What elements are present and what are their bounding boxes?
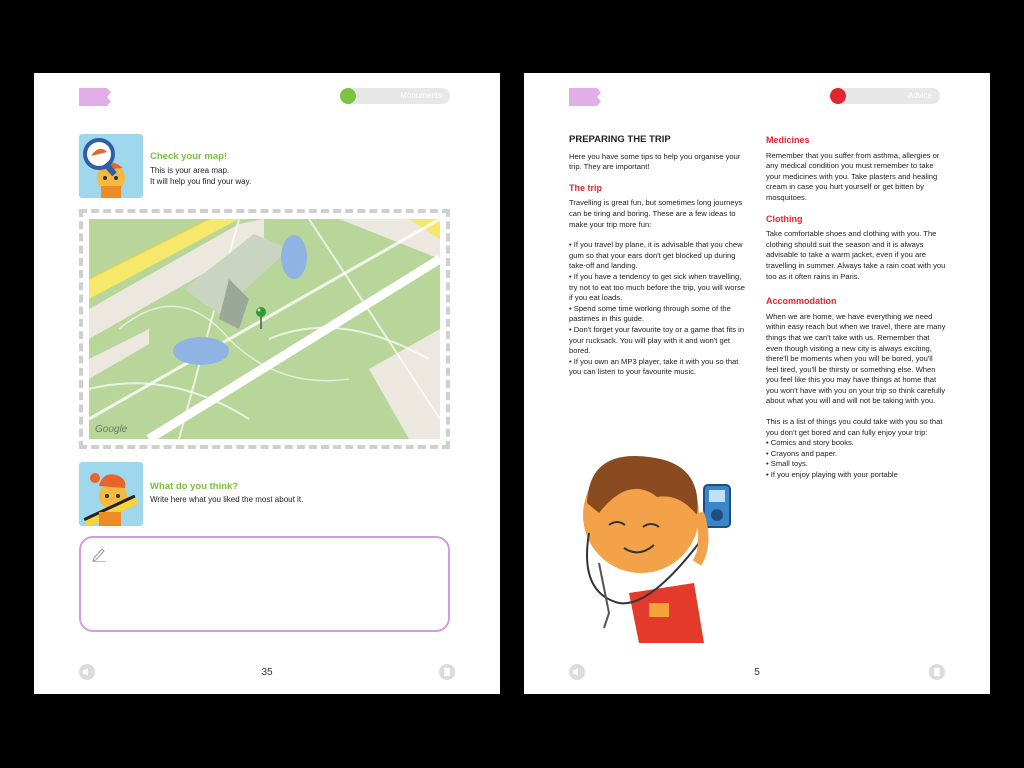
home-icon[interactable]	[439, 664, 455, 680]
trip-intro: Travelling is great fun, but sometimes long journeys can be tiring and boring. These are a few ideas to make your trip more fun:	[569, 198, 743, 229]
area-map[interactable]	[89, 219, 440, 439]
list-item: • Don't forget your favourite toy or a game that fits in your rucksack. You will play with it and won't get bored.	[569, 324, 745, 356]
section-color-dot	[830, 88, 846, 104]
section-color-dot	[340, 88, 356, 104]
list-item: • If you travel by plane, it is advisable that you chew gum so that your ears don't get blocked up during take-off and landing.	[569, 240, 743, 271]
list-item: • If you enjoy playing with your portable	[766, 470, 898, 480]
kid-magnifier-avatar	[79, 134, 143, 198]
preparing-title: PREPARING THE TRIP	[569, 134, 671, 145]
kid-pencil-avatar	[79, 462, 143, 526]
map-frame	[79, 209, 450, 449]
list-item: • Spend some time working through some of the pastimes in this guide.	[569, 303, 731, 324]
list-item: • Comics and story books.	[766, 438, 854, 448]
left-page	[34, 73, 500, 694]
trip-bullets	[569, 240, 749, 378]
check-map-line-2: It will help you find your way.	[150, 177, 252, 186]
trip-title: The trip	[569, 182, 602, 193]
what-think-title: What do you think?	[150, 481, 239, 492]
medicines-text: Remember that you suffer from asthma, allergies or any medical condition you must remember to take your medicines with you. Take plasters and healing cream in case you hurt yourself or get bitten by mosquitoes.	[766, 150, 940, 202]
bookmark-ribbon-icon[interactable]	[569, 88, 597, 106]
accommodation-list	[766, 438, 946, 480]
accommodation-title: Accommodation	[766, 296, 837, 307]
home-icon[interactable]	[929, 664, 945, 680]
page-number: 35	[261, 667, 273, 678]
section-label: Advice	[907, 91, 932, 100]
preparing-intro: Here you have some tips to help you organise your trip. They are important!	[569, 151, 741, 172]
accommodation-list-intro: This is a list of things you could take with you so that you don't get bored and can fully enjoy your trip:	[766, 417, 943, 437]
section-indicator[interactable]	[830, 88, 940, 104]
left-column	[569, 135, 749, 378]
list-item: • Small toys.	[766, 459, 808, 469]
notes-input[interactable]	[79, 536, 450, 632]
list-item: • If you have a tendency to get sick when travelling, try not to eat too much before the trip, you will worse if you eat loads.	[569, 271, 746, 303]
accommodation-text: When we are home, we have everything we need within easy reach but when we travel, there are many things that we can't take with us. Remember that even though visiting a new city is always exciting, there'll be moments when you will be bored, you'll feel tired, you'll be thirsty or something else. When you feel like this you may have things at home that you won't have with you on your trip so think carefully about what you will and will not be taking with you.	[766, 311, 946, 406]
list-item: • Crayons and paper.	[766, 448, 838, 458]
right-page	[524, 73, 990, 694]
check-map-title: Check your map!	[150, 151, 228, 162]
clothing-title: Clothing	[766, 213, 803, 224]
check-map-line-1: This is your area map.	[150, 166, 230, 175]
section-label: Monuments	[400, 91, 442, 100]
clothing-text: Take comfortable shoes and clothing with you. The clothing should suit the season and it is always advisable to take a warm jacket, even if you are travelling in summer. Always take a rain coat with you too as it often rains in Paris.	[766, 229, 946, 281]
map-logo: Google	[95, 424, 128, 435]
list-item: • If you own an MP3 player, take it with you so that you can listen to your favourite music.	[569, 356, 739, 377]
medicines-title: Medicines	[766, 135, 810, 145]
boy-mp3-illustration	[569, 453, 749, 643]
pencil-icon	[91, 546, 107, 562]
section-indicator[interactable]	[340, 88, 450, 104]
page-number: 5	[754, 667, 760, 678]
bookmark-ribbon-icon[interactable]	[79, 88, 107, 106]
right-column	[766, 135, 946, 481]
what-think-text: Write here what you liked the most about it.	[150, 495, 304, 504]
